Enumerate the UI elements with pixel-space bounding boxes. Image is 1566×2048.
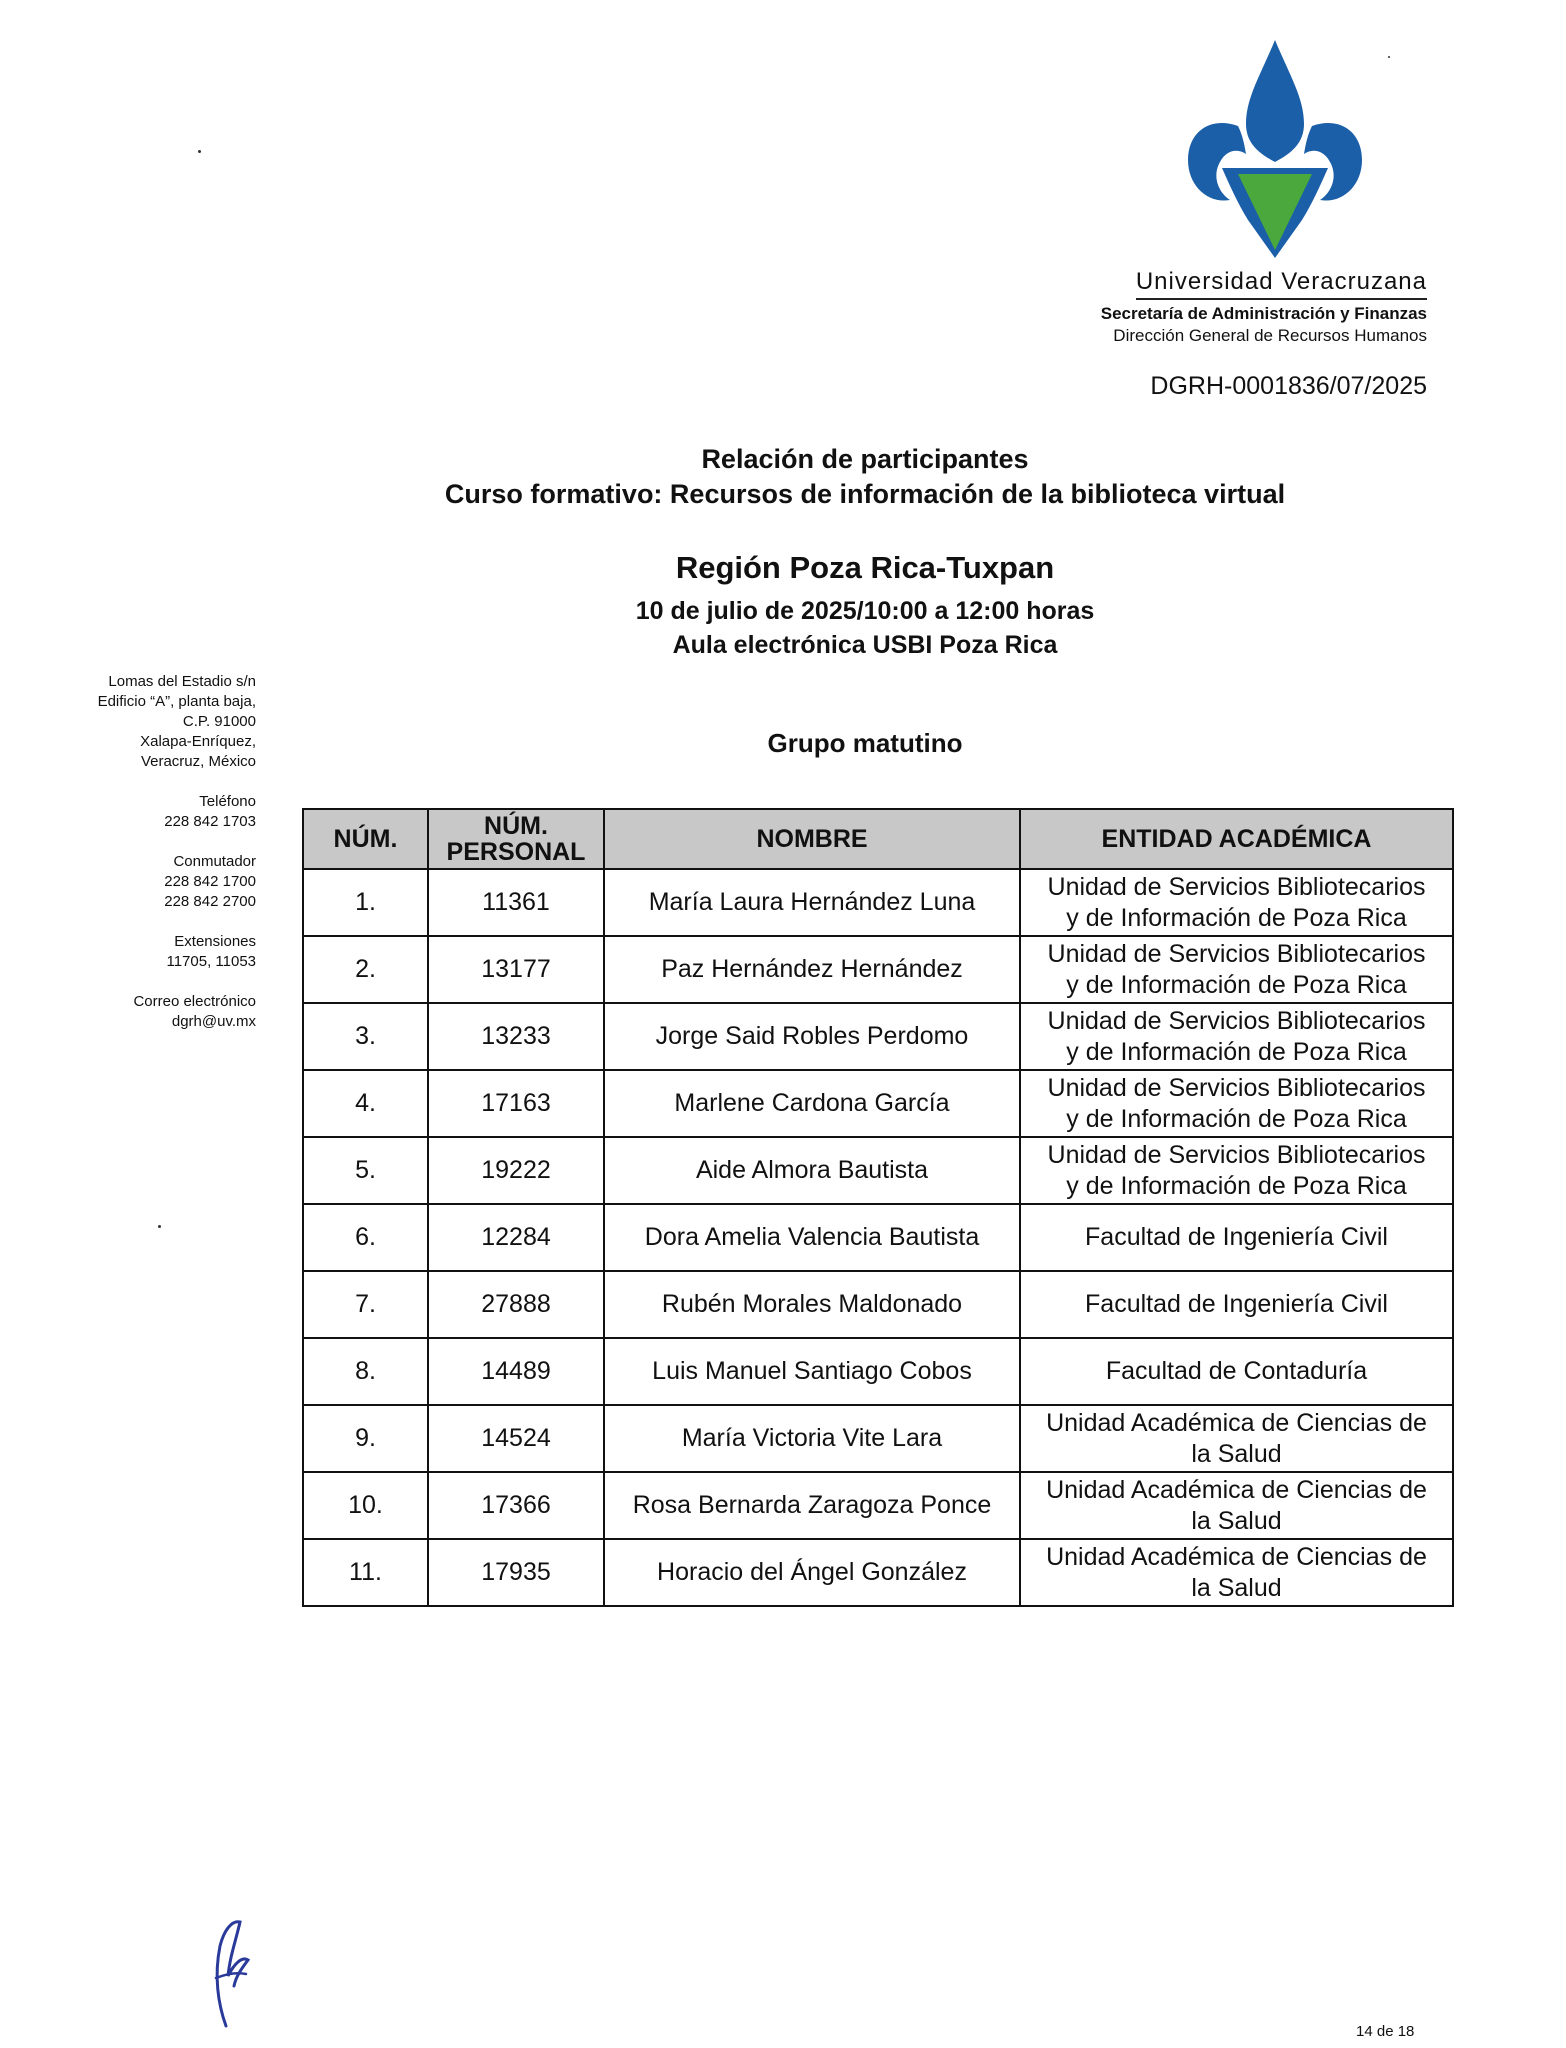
event-location: Aula electrónica USBI Poza Rica xyxy=(672,631,1058,659)
university-logo xyxy=(1180,36,1370,266)
academic-entity-line: y de Información de Poza Rica xyxy=(1066,1037,1407,1066)
personal-number: 11361 xyxy=(428,869,604,936)
academic-entity-line: Facultad de Ingeniería Civil xyxy=(1085,1223,1388,1251)
personal-number: 14489 xyxy=(428,1338,604,1405)
region-heading: Región Poza Rica-Tuxpan xyxy=(675,550,1055,585)
email-link[interactable]: dgrh@uv.mx xyxy=(171,1013,256,1030)
table-row xyxy=(303,1070,1453,1137)
switchboard-number: 228 842 1700 xyxy=(164,873,256,890)
phone-number: 228 842 1703 xyxy=(164,813,256,830)
header-num: NÚM. xyxy=(303,809,428,869)
address-line: Veracruz, México xyxy=(140,753,256,770)
participant-name: Paz Hernández Hernández xyxy=(604,936,1020,1003)
table-row xyxy=(303,1472,1453,1539)
academic-entity-line: Unidad de Servicios Bibliotecarios xyxy=(1047,1006,1426,1035)
switchboard-number: 228 842 2700 xyxy=(164,893,256,910)
academic-entity xyxy=(1020,1405,1453,1472)
row-number: 10. xyxy=(303,1472,428,1539)
row-number: 8. xyxy=(303,1338,428,1405)
extensions-label: Extensiones xyxy=(174,933,256,950)
scan-speck xyxy=(158,1225,161,1228)
header-personal-line-2: PERSONAL xyxy=(446,838,586,866)
address-line: Xalapa-Enríquez, xyxy=(140,733,256,750)
row-number: 5. xyxy=(303,1137,428,1204)
personal-number: 13177 xyxy=(428,936,604,1003)
secretariat-name: Secretaría de Administración y Finanzas xyxy=(1100,304,1427,323)
academic-entity xyxy=(1020,1539,1453,1606)
title-line-2: Curso formativo: Recursos de información de la biblioteca virtual xyxy=(444,479,1286,509)
event-info xyxy=(0,594,1566,662)
academic-entity xyxy=(1020,1070,1453,1137)
personal-number: 12284 xyxy=(428,1204,604,1271)
contact-sidebar xyxy=(40,672,256,1032)
table-row xyxy=(303,1271,1453,1338)
academic-entity-line: y de Información de Poza Rica xyxy=(1066,903,1407,932)
page-number: 14 de 18 xyxy=(1356,2023,1415,2040)
table-row xyxy=(303,1204,1453,1271)
academic-entity xyxy=(1020,1472,1453,1539)
row-number: 1. xyxy=(303,869,428,936)
address-line: C.P. 91000 xyxy=(182,713,256,730)
participant-name: Jorge Said Robles Perdomo xyxy=(604,1003,1020,1070)
table-header-row xyxy=(303,809,1453,869)
participant-name: Aide Almora Bautista xyxy=(604,1137,1020,1204)
directorate-name: Dirección General de Recursos Humanos xyxy=(1113,326,1427,345)
header-name: NOMBRE xyxy=(604,809,1020,869)
academic-entity-line: Unidad Académica de Ciencias de xyxy=(1046,1542,1427,1571)
participant-name: Marlene Cardona García xyxy=(604,1070,1020,1137)
row-number: 6. xyxy=(303,1204,428,1271)
participant-name: Dora Amelia Valencia Bautista xyxy=(604,1204,1020,1271)
personal-number: 13233 xyxy=(428,1003,604,1070)
academic-entity-line: Unidad Académica de Ciencias de xyxy=(1046,1408,1427,1437)
header-entity: ENTIDAD ACADÉMICA xyxy=(1020,809,1453,869)
academic-entity-line: Unidad de Servicios Bibliotecarios xyxy=(1047,939,1426,968)
signature-mark xyxy=(196,1916,256,2031)
academic-entity-line: Unidad de Servicios Bibliotecarios xyxy=(1047,1140,1426,1169)
document-title xyxy=(0,442,1566,512)
institution-header xyxy=(1101,268,1427,346)
academic-entity xyxy=(1020,1003,1453,1070)
row-number: 11. xyxy=(303,1539,428,1606)
academic-entity-line: la Salud xyxy=(1191,1573,1282,1602)
table-row xyxy=(303,1003,1453,1070)
scan-speck xyxy=(1388,56,1390,58)
academic-entity xyxy=(1020,1137,1453,1204)
academic-entity-line: Facultad de Contaduría xyxy=(1105,1357,1368,1385)
personal-number: 19222 xyxy=(428,1137,604,1204)
personal-number: 14524 xyxy=(428,1405,604,1472)
academic-entity xyxy=(1020,936,1453,1003)
institution-name: Universidad Veracruzana xyxy=(1136,268,1427,300)
personal-number: 17163 xyxy=(428,1070,604,1137)
address-line: Edificio “A”, planta baja, xyxy=(97,693,256,710)
personal-number: 27888 xyxy=(428,1271,604,1338)
row-number: 9. xyxy=(303,1405,428,1472)
table-row xyxy=(303,869,1453,936)
academic-entity xyxy=(1020,869,1453,936)
table-row xyxy=(303,1405,1453,1472)
participant-name: María Victoria Vite Lara xyxy=(604,1405,1020,1472)
scan-speck xyxy=(198,150,201,153)
academic-entity-line: y de Información de Poza Rica xyxy=(1066,1171,1407,1200)
address-line: Lomas del Estadio s/n xyxy=(108,673,256,690)
academic-entity-line: y de Información de Poza Rica xyxy=(1066,970,1407,999)
row-number: 2. xyxy=(303,936,428,1003)
participant-name: Rosa Bernarda Zaragoza Ponce xyxy=(604,1472,1020,1539)
academic-entity xyxy=(1020,1204,1453,1271)
table-row xyxy=(303,1539,1453,1606)
participant-name: Rubén Morales Maldonado xyxy=(604,1271,1020,1338)
table-row xyxy=(303,1338,1453,1405)
header-personal-number xyxy=(428,809,604,869)
email-label: Correo electrónico xyxy=(133,993,256,1010)
switchboard-label: Conmutador xyxy=(173,853,256,870)
extensions-value: 11705, 11053 xyxy=(166,953,256,970)
row-number: 4. xyxy=(303,1070,428,1137)
table-row xyxy=(303,1137,1453,1204)
title-line-1: Relación de participantes xyxy=(701,444,1029,474)
academic-entity-line: Unidad de Servicios Bibliotecarios xyxy=(1047,872,1426,901)
row-number: 3. xyxy=(303,1003,428,1070)
academic-entity xyxy=(1020,1338,1453,1405)
document-number: DGRH-0001836/07/2025 xyxy=(1150,372,1427,400)
academic-entity-line: la Salud xyxy=(1191,1439,1282,1468)
academic-entity-line: Unidad Académica de Ciencias de xyxy=(1046,1475,1427,1504)
table-row xyxy=(303,936,1453,1003)
event-date-time: 10 de julio de 2025/10:00 a 12:00 horas xyxy=(635,597,1095,625)
academic-entity-line: Unidad de Servicios Bibliotecarios xyxy=(1047,1073,1426,1102)
academic-entity-line: Facultad de Ingeniería Civil xyxy=(1085,1290,1388,1318)
group-heading: Grupo matutino xyxy=(767,728,963,758)
academic-entity-line: la Salud xyxy=(1191,1506,1282,1535)
phone-label: Teléfono xyxy=(199,793,256,810)
personal-number: 17935 xyxy=(428,1539,604,1606)
participant-name: Luis Manuel Santiago Cobos xyxy=(604,1338,1020,1405)
row-number: 7. xyxy=(303,1271,428,1338)
participant-name: María Laura Hernández Luna xyxy=(604,869,1020,936)
header-personal-line-1: NÚM. xyxy=(484,812,548,840)
participant-name: Horacio del Ángel González xyxy=(604,1539,1020,1606)
personal-number: 17366 xyxy=(428,1472,604,1539)
academic-entity-line: y de Información de Poza Rica xyxy=(1066,1104,1407,1133)
academic-entity xyxy=(1020,1271,1453,1338)
participants-table xyxy=(302,808,1454,1607)
